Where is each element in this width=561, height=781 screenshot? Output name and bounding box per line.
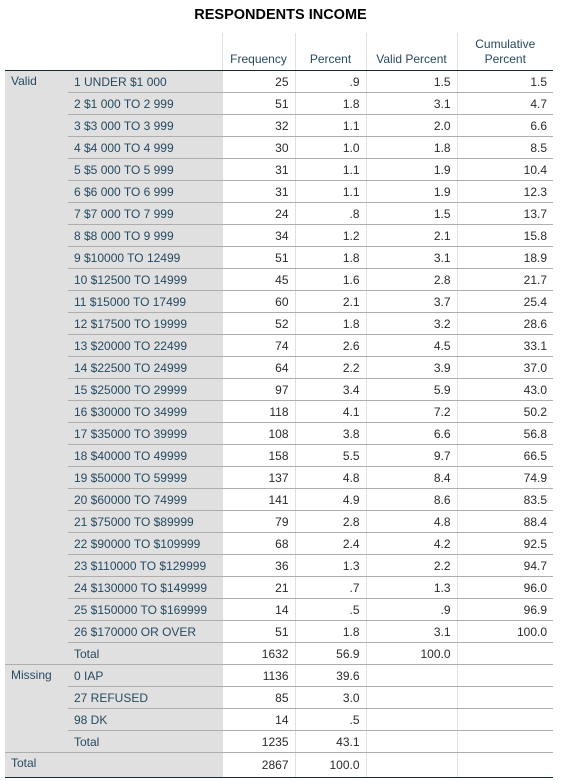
frequency-cell: 31 xyxy=(222,159,295,181)
cumulative-percent-cell xyxy=(457,731,553,753)
table-row xyxy=(5,137,553,159)
row-label: 17 $35000 TO 39999 xyxy=(68,423,222,445)
frequency-cell: 74 xyxy=(222,335,295,357)
cumulative-percent-cell: 83.5 xyxy=(457,489,553,511)
cumulative-percent-cell: 50.2 xyxy=(457,401,553,423)
header-cumulative-line2: Percent xyxy=(484,52,526,66)
cumulative-percent-cell: 88.4 xyxy=(457,511,553,533)
table-row xyxy=(5,423,553,445)
row-label: 2 $1 000 TO 2 999 xyxy=(68,93,222,115)
row-label: 0 IAP xyxy=(68,665,222,687)
valid-percent-cell: 1.5 xyxy=(366,71,457,93)
percent-cell: 1.3 xyxy=(295,555,366,577)
frequency-cell: 97 xyxy=(222,379,295,401)
table-row xyxy=(5,577,553,599)
frequency-cell: 14 xyxy=(222,709,295,731)
valid-percent-cell: 3.1 xyxy=(366,93,457,115)
row-label: 11 $15000 TO 17499 xyxy=(68,291,222,313)
valid-percent-cell: 4.8 xyxy=(366,511,457,533)
table-row xyxy=(5,643,553,665)
frequency-cell: 31 xyxy=(222,181,295,203)
valid-percent-cell: 3.9 xyxy=(366,357,457,379)
frequency-cell: 51 xyxy=(222,247,295,269)
table-row xyxy=(5,687,553,709)
frequency-cell: 24 xyxy=(222,203,295,225)
row-label: 5 $5 000 TO 5 999 xyxy=(68,159,222,181)
valid-percent-cell: 100.0 xyxy=(366,643,457,665)
table-row xyxy=(5,247,553,269)
frequency-cell: 137 xyxy=(222,467,295,489)
table-row xyxy=(5,599,553,621)
cumulative-percent-cell: 43.0 xyxy=(457,379,553,401)
cumulative-percent-cell: 37.0 xyxy=(457,357,553,379)
table-row xyxy=(5,115,553,137)
percent-cell: 100.0 xyxy=(295,753,366,778)
cumulative-percent-cell: 25.4 xyxy=(457,291,553,313)
table-row xyxy=(5,467,553,489)
table-row xyxy=(5,159,553,181)
table-row xyxy=(5,269,553,291)
cumulative-percent-cell: 1.5 xyxy=(457,71,553,93)
row-label: 14 $22500 TO 24999 xyxy=(68,357,222,379)
row-label: 8 $8 000 TO 9 999 xyxy=(68,225,222,247)
percent-cell: 2.6 xyxy=(295,335,366,357)
frequency-cell: 1632 xyxy=(222,643,295,665)
valid-percent-cell: 4.5 xyxy=(366,335,457,357)
cumulative-percent-cell: 6.6 xyxy=(457,115,553,137)
frequency-cell: 36 xyxy=(222,555,295,577)
valid-percent-cell: .9 xyxy=(366,599,457,621)
group-label-missing: Missing xyxy=(5,665,68,753)
row-label: 23 $110000 TO $129999 xyxy=(68,555,222,577)
percent-cell: 1.1 xyxy=(295,159,366,181)
cumulative-percent-cell: 100.0 xyxy=(457,621,553,643)
percent-cell: .9 xyxy=(295,71,366,93)
valid-percent-cell xyxy=(366,753,457,778)
frequency-cell: 85 xyxy=(222,687,295,709)
frequency-cell: 79 xyxy=(222,511,295,533)
percent-cell: 1.1 xyxy=(295,181,366,203)
cumulative-percent-cell: 10.4 xyxy=(457,159,553,181)
table-row xyxy=(5,511,553,533)
row-label: 16 $30000 TO 34999 xyxy=(68,401,222,423)
percent-cell: 3.4 xyxy=(295,379,366,401)
cumulative-percent-cell xyxy=(457,753,553,778)
header-cumulative-percent xyxy=(457,33,553,71)
frequency-cell: 30 xyxy=(222,137,295,159)
table-row xyxy=(5,555,553,577)
row-label: 27 REFUSED xyxy=(68,687,222,709)
cumulative-percent-cell: 15.8 xyxy=(457,225,553,247)
header-frequency: Frequency xyxy=(222,33,295,71)
percent-cell: 56.9 xyxy=(295,643,366,665)
valid-percent-cell: 3.7 xyxy=(366,291,457,313)
group-label-valid: Valid xyxy=(5,71,68,665)
header-blank-group xyxy=(5,33,68,71)
percent-cell: 5.5 xyxy=(295,445,366,467)
frequency-cell: 51 xyxy=(222,93,295,115)
row-label: 9 $10000 TO 12499 xyxy=(68,247,222,269)
cumulative-percent-cell: 94.7 xyxy=(457,555,553,577)
header-cumulative-line1: Cumulative xyxy=(475,37,536,51)
header-row xyxy=(5,33,553,71)
table-row xyxy=(5,313,553,335)
cumulative-percent-cell: 74.9 xyxy=(457,467,553,489)
cumulative-percent-cell: 21.7 xyxy=(457,269,553,291)
percent-cell: .8 xyxy=(295,203,366,225)
frequency-cell: 51 xyxy=(222,621,295,643)
percent-cell: 1.6 xyxy=(295,269,366,291)
frequency-cell: 2867 xyxy=(222,753,295,778)
table-row xyxy=(5,291,553,313)
table-row xyxy=(5,379,553,401)
percent-cell: 1.0 xyxy=(295,137,366,159)
table-row xyxy=(5,225,553,247)
percent-cell: .5 xyxy=(295,709,366,731)
row-label: 25 $150000 TO $169999 xyxy=(68,599,222,621)
cumulative-percent-cell: 96.0 xyxy=(457,577,553,599)
percent-cell: 3.8 xyxy=(295,423,366,445)
cumulative-percent-cell: 28.6 xyxy=(457,313,553,335)
table-row xyxy=(5,731,553,753)
table-row xyxy=(5,93,553,115)
cumulative-percent-cell: 56.8 xyxy=(457,423,553,445)
percent-cell: 4.1 xyxy=(295,401,366,423)
table-row xyxy=(5,533,553,555)
row-label: Total xyxy=(68,643,222,665)
row-label: 1 UNDER $1 000 xyxy=(68,71,222,93)
frequency-cell: 64 xyxy=(222,357,295,379)
row-label: 24 $130000 TO $149999 xyxy=(68,577,222,599)
row-label: Total xyxy=(68,731,222,753)
frequency-cell: 45 xyxy=(222,269,295,291)
table-row xyxy=(5,665,553,687)
table-row xyxy=(5,489,553,511)
percent-cell: 2.2 xyxy=(295,357,366,379)
percent-cell: 4.9 xyxy=(295,489,366,511)
table-row xyxy=(5,203,553,225)
percent-cell: 2.1 xyxy=(295,291,366,313)
percent-cell: 1.8 xyxy=(295,247,366,269)
frequency-cell: 68 xyxy=(222,533,295,555)
percent-cell: 3.0 xyxy=(295,687,366,709)
cumulative-percent-cell: 96.9 xyxy=(457,599,553,621)
row-label: 7 $7 000 TO 7 999 xyxy=(68,203,222,225)
percent-cell: .5 xyxy=(295,599,366,621)
row-label: 18 $40000 TO 49999 xyxy=(68,445,222,467)
row-label: 4 $4 000 TO 4 999 xyxy=(68,137,222,159)
table-row xyxy=(5,621,553,643)
cumulative-percent-cell: 33.1 xyxy=(457,335,553,357)
table-row xyxy=(5,445,553,467)
valid-percent-cell: 4.2 xyxy=(366,533,457,555)
valid-percent-cell: 1.5 xyxy=(366,203,457,225)
frequency-cell: 14 xyxy=(222,599,295,621)
percent-cell: 1.8 xyxy=(295,621,366,643)
valid-percent-cell xyxy=(366,709,457,731)
row-label: 15 $25000 TO 29999 xyxy=(68,379,222,401)
valid-percent-cell: 6.6 xyxy=(366,423,457,445)
table-row xyxy=(5,335,553,357)
frequency-cell: 34 xyxy=(222,225,295,247)
table-row xyxy=(5,181,553,203)
cumulative-percent-cell: 4.7 xyxy=(457,93,553,115)
frequency-cell: 52 xyxy=(222,313,295,335)
valid-percent-cell: 2.2 xyxy=(366,555,457,577)
cumulative-percent-cell xyxy=(457,665,553,687)
valid-percent-cell: 1.9 xyxy=(366,159,457,181)
valid-percent-cell: 3.2 xyxy=(366,313,457,335)
table-title: RESPONDENTS INCOME xyxy=(194,7,367,23)
valid-percent-cell: 7.2 xyxy=(366,401,457,423)
percent-cell: 1.1 xyxy=(295,115,366,137)
valid-percent-cell: 3.1 xyxy=(366,247,457,269)
valid-percent-cell: 1.9 xyxy=(366,181,457,203)
valid-percent-cell: 1.8 xyxy=(366,137,457,159)
cumulative-percent-cell xyxy=(457,643,553,665)
row-label: 19 $50000 TO 59999 xyxy=(68,467,222,489)
valid-percent-cell: 2.8 xyxy=(366,269,457,291)
valid-percent-cell: 2.1 xyxy=(366,225,457,247)
row-label: 21 $75000 TO $89999 xyxy=(68,511,222,533)
percent-cell: 1.8 xyxy=(295,93,366,115)
frequency-cell: 25 xyxy=(222,71,295,93)
frequency-cell: 21 xyxy=(222,577,295,599)
row-label: 10 $12500 TO 14999 xyxy=(68,269,222,291)
row-label: 6 $6 000 TO 6 999 xyxy=(68,181,222,203)
percent-cell: 1.2 xyxy=(295,225,366,247)
frequency-cell: 141 xyxy=(222,489,295,511)
cumulative-percent-cell xyxy=(457,687,553,709)
cumulative-percent-cell: 66.5 xyxy=(457,445,553,467)
frequency-table xyxy=(5,33,553,778)
frequency-cell: 108 xyxy=(222,423,295,445)
table-row xyxy=(5,401,553,423)
header-blank-label xyxy=(68,33,222,71)
frequency-cell: 118 xyxy=(222,401,295,423)
valid-percent-cell: 8.4 xyxy=(366,467,457,489)
percent-cell: 2.8 xyxy=(295,511,366,533)
percent-cell: 4.8 xyxy=(295,467,366,489)
row-label: 22 $90000 TO $109999 xyxy=(68,533,222,555)
percent-cell: 2.4 xyxy=(295,533,366,555)
percent-cell: 39.6 xyxy=(295,665,366,687)
header-percent: Percent xyxy=(295,33,366,71)
table-row xyxy=(5,357,553,379)
group-label-total: Total xyxy=(5,753,222,778)
valid-percent-cell xyxy=(366,687,457,709)
valid-percent-cell: 1.3 xyxy=(366,577,457,599)
frequency-cell: 60 xyxy=(222,291,295,313)
percent-cell: .7 xyxy=(295,577,366,599)
valid-percent-cell xyxy=(366,731,457,753)
row-label: 98 DK xyxy=(68,709,222,731)
table-row-total xyxy=(5,753,553,778)
frequency-cell: 32 xyxy=(222,115,295,137)
percent-cell: 43.1 xyxy=(295,731,366,753)
valid-percent-cell: 2.0 xyxy=(366,115,457,137)
cumulative-percent-cell xyxy=(457,709,553,731)
valid-percent-cell: 9.7 xyxy=(366,445,457,467)
frequency-cell: 1136 xyxy=(222,665,295,687)
frequency-cell: 158 xyxy=(222,445,295,467)
row-label: 20 $60000 TO 74999 xyxy=(68,489,222,511)
valid-percent-cell: 3.1 xyxy=(366,621,457,643)
row-label: 13 $20000 TO 22499 xyxy=(68,335,222,357)
header-valid-percent: Valid Percent xyxy=(366,33,457,71)
row-label: 12 $17500 TO 19999 xyxy=(68,313,222,335)
row-label: 26 $170000 OR OVER xyxy=(68,621,222,643)
valid-percent-cell: 5.9 xyxy=(366,379,457,401)
valid-percent-cell: 8.6 xyxy=(366,489,457,511)
cumulative-percent-cell: 13.7 xyxy=(457,203,553,225)
row-label: 3 $3 000 TO 3 999 xyxy=(68,115,222,137)
frequency-cell: 1235 xyxy=(222,731,295,753)
cumulative-percent-cell: 8.5 xyxy=(457,137,553,159)
table-row xyxy=(5,71,553,93)
valid-percent-cell xyxy=(366,665,457,687)
cumulative-percent-cell: 12.3 xyxy=(457,181,553,203)
percent-cell: 1.8 xyxy=(295,313,366,335)
cumulative-percent-cell: 92.5 xyxy=(457,533,553,555)
cumulative-percent-cell: 18.9 xyxy=(457,247,553,269)
table-row xyxy=(5,709,553,731)
